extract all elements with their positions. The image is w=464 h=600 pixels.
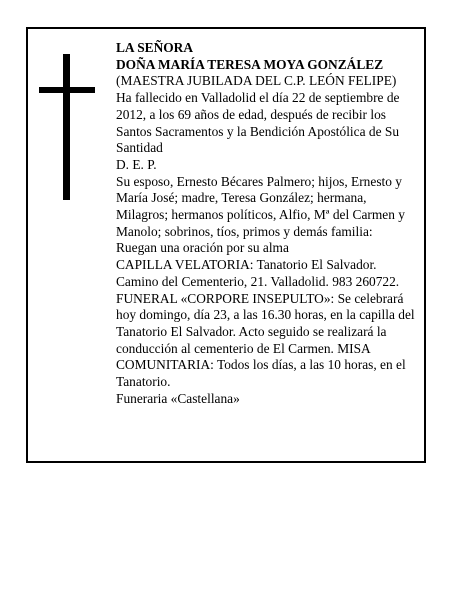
rip-line: D. E. P. [116, 156, 157, 172]
obituary-text [116, 40, 416, 407]
deceased-occupation: (MAESTRA JUBILADA DEL C.P. LEÓN FELIPE) [116, 73, 397, 89]
notice-heading: LA SEÑORA [116, 40, 194, 55]
deceased-name: DOÑA MARÍA TERESA MOYA GONZÁLEZ [116, 56, 384, 72]
chapel-info: CAPILLA VELATORIA: Tanatorio El Salvador. Camino del Cementerio, 21. Valladolid. 983 260722. [116, 257, 400, 289]
funeral-info: FUNERAL «CORPORE INSEPULTO»: Se celebrará hoy domingo, día 23, a las 16.30 horas, en la capilla del Tanatorio El Salvador. Acto seguido se realizará la conducción al cementerio de El Carmen. MISA COMUNITARIA: Todos los días, a las 10 horas, en el Tanatorio. [116, 290, 415, 390]
obituary-notice [26, 27, 426, 463]
cross-vertical-bar [63, 54, 70, 200]
death-statement: Ha fallecido en Valladolid el día 22 de septiembre de 2012, a los 69 años de edad, después de recibir los Santos Sacramentos y la Bendición Apostólica de Su Santidad [116, 90, 400, 156]
funeral-home: Funeraria «Castellana» [116, 390, 240, 406]
family-list: Su esposo, Ernesto Bécares Palmero; hijos, Ernesto y María José; madre, Teresa González; hermana, Milagros; hermanos políticos, Alfio, Mª del Carmen y Manolo; sobrinos, tíos, primos y demás familia: [116, 173, 405, 239]
prayer-request: Ruegan una oración por su alma [116, 240, 289, 256]
latin-cross-icon [39, 54, 95, 200]
cross-horizontal-bar [39, 87, 95, 93]
